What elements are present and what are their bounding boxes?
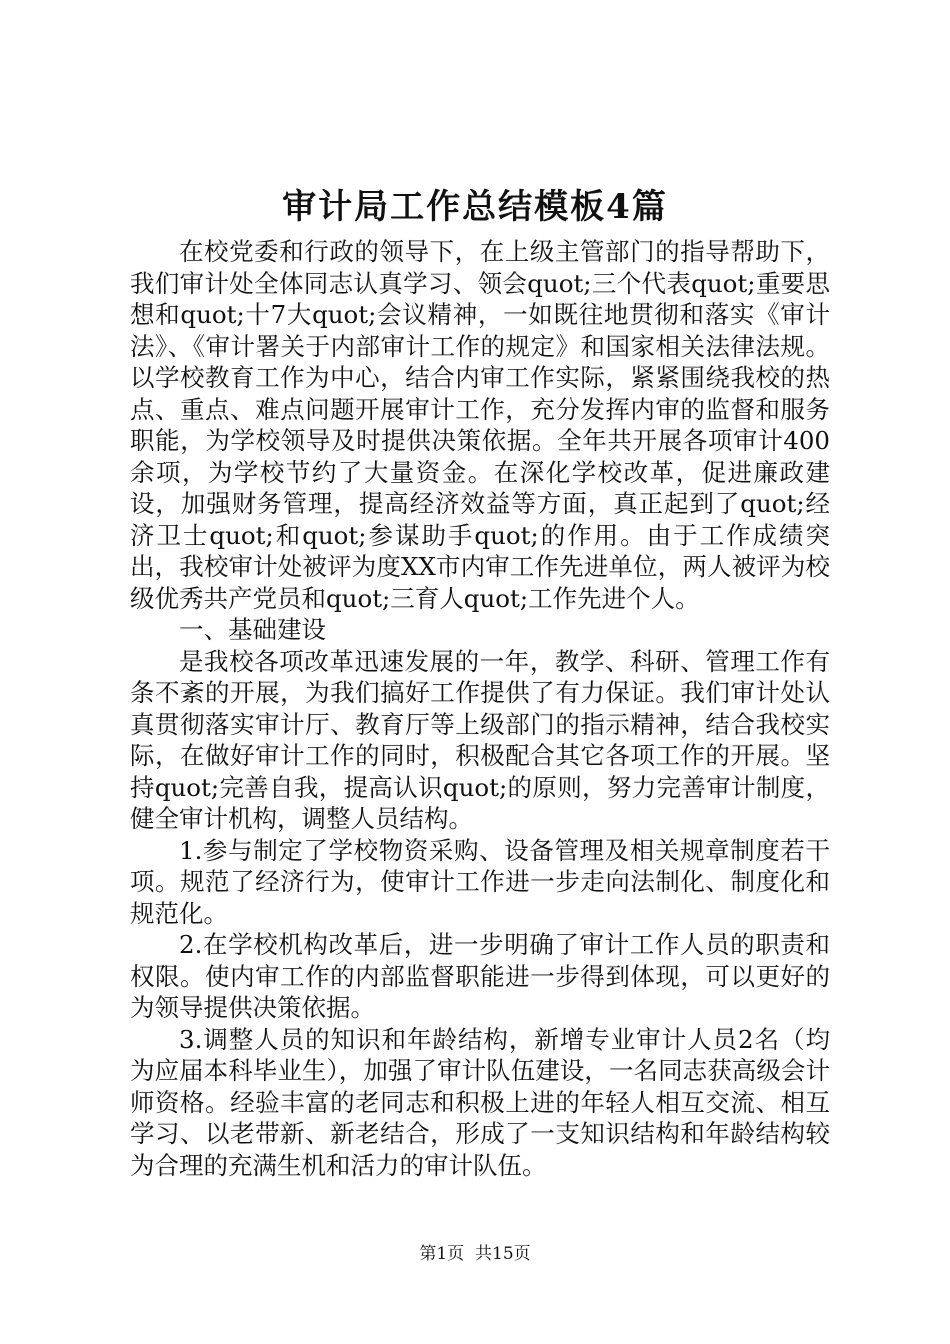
document-body (130, 236, 830, 1181)
page-number: 第1页 (419, 1244, 465, 1264)
document-title: 审计局工作总结模板4篇 (282, 187, 668, 227)
paragraph-item-1: 1.参与制定了学校物资采购、设备管理及相关规章制度若干项。规范了经济行为，使审计工作进一步走向法制化、制度化和规范化。 (130, 835, 830, 928)
paragraph-item-3: 3.调整人员的知识和年龄结构，新增专业审计人员2名（均为应届本科毕业生），加强了审计队伍建设，一名同志获高级会计师资格。经验丰富的老同志和积极上进的年轻人相互交流、相互学习、以老带新、新老结合，形成了一支知识结构和年龄结构较为合理的充满生机和活力的审计队伍。 (130, 1024, 830, 1180)
page-footer (0, 1242, 950, 1266)
paragraph-item-2: 2.在学校机构改革后，进一步明确了审计工作人员的职责和权限。使内审工作的内部监督职能进一步得到体现，可以更好的为领导提供决策依据。 (130, 930, 830, 1022)
paragraph-intro: 在校党委和行政的领导下，在上级主管部门的指导帮助下，我们审计处全体同志认真学习、领会quot;三个代表quot;重要思想和quot;十7大quot;会议精神，一如既往地贯彻和落实《审计法》、《审计署关于内部审计工作的规定》和国家相关法律法规。以学校教育工作为中心，结合内审工作实际，紧紧围绕我校的热点、重点、难点问题开展审计工作，充分发挥内审的监督和服务职能，为学校领导及时提供决策依据。全年共开展各项审计400余项，为学校节约了大量资金。在深化学校改革，促进廉政建设，加强财务管理，提高经济效益等方面，真正起到了quot;经济卫士quot;和quot;参谋助手quot;的作用。由于工作成绩突出，我校审计处被评为度XX市内审工作先进单位，两人被评为校级优秀共产党员和quot;三育人quot;工作先进个人。 (130, 237, 830, 613)
page-total: 共15页 (475, 1244, 531, 1264)
section-heading-basic-construction: 一、基础建设 (179, 615, 326, 644)
paragraph-section-intro: 是我校各项改革迅速发展的一年，教学、科研、管理工作有条不紊的开展，为我们搞好工作提供了有力保证。我们审计处认真贯彻落实审计厅、教育厅等上级部门的指示精神，结合我校实际，在做好审计工作的同时，积极配合其它各项工作的开展。坚持quot;完善自我，提高认识quot;的原则，努力完善审计制度，健全审计机构，调整人员结构。 (130, 646, 830, 833)
